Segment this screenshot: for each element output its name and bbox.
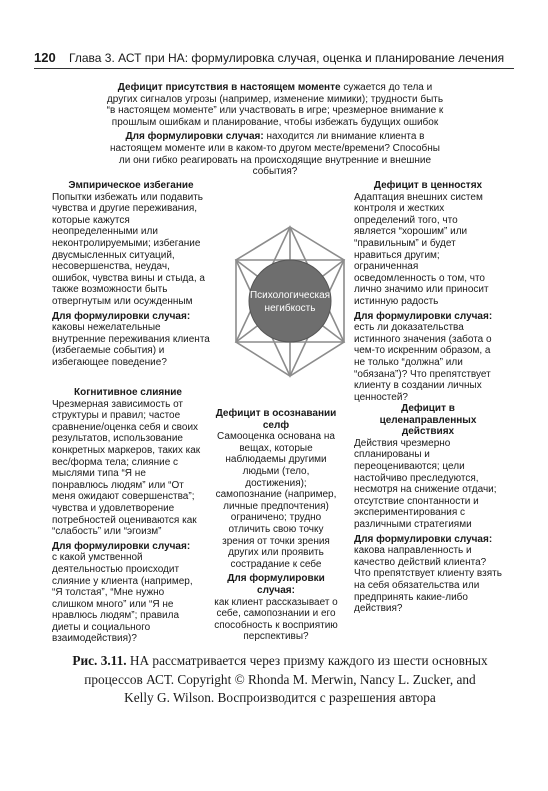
self-awareness-case-label: Для формулировки случая: bbox=[227, 573, 325, 596]
header-rule bbox=[34, 68, 514, 69]
values-case-label: Для формулировки случая: bbox=[354, 310, 493, 322]
committed-action-block bbox=[354, 403, 502, 615]
figure-caption-label: Рис. 3.11. bbox=[72, 653, 127, 668]
present-moment-case bbox=[104, 131, 446, 177]
experiential-avoidance-body: Попытки избежать или подавить чувства и другие переживания, которые кажутся неопределенными или неконтролируемыми; избегание двусмысленных ситуаций, несовершенства, неудач, ошибок, чувства вины и стыда, а также возможности быть отвергнутым или осужденным bbox=[52, 191, 205, 307]
present-moment-case-label: Для формулировки случая: bbox=[125, 131, 264, 143]
experiential-avoidance-case-text: каковы нежелательные внутренние переживания клиента (избегаемые события) и избегающее поведение? bbox=[52, 322, 210, 368]
committed-action-case-label: Для формулировки случая: bbox=[354, 533, 493, 545]
values-block bbox=[354, 180, 502, 403]
present-moment-block bbox=[104, 82, 446, 178]
center-circle bbox=[249, 260, 331, 342]
hexaflex-diagram bbox=[228, 222, 352, 382]
committed-action-case-text: какова направленность и качество действий клиента? Что препятствует клиенту взять на себя обязательства или предпринять какие-либо действия? bbox=[354, 545, 502, 615]
cognitive-fusion-body: Чрезмерная зависимость от структуры и правил; частое сравнение/оценка себя и своих результатов, использование конкретных маркеров, таких как вес/форма тела; слияние с мыслями типа “Я не понравлюсь людям” или “От меня ожидают совершенства”; чувства и удовлетворение потребностей оцениваются как “слабость” или “эгоизм” bbox=[52, 398, 201, 538]
values-title: Дефицит в ценностях bbox=[373, 180, 483, 191]
figure-caption bbox=[70, 652, 490, 708]
page-number: 120 bbox=[34, 50, 56, 65]
committed-action-body: Действия чрезмерно спланированы и переоцениваются; цели настойчиво преследуются, несмотря на снижение отдачи; отсутствие спонтанности и экспериментирования с различными стратегиями bbox=[354, 437, 497, 530]
running-header bbox=[34, 50, 514, 65]
cognitive-fusion-block bbox=[52, 387, 204, 645]
self-awareness-case-text: как клиент рассказывает о себе, самопознании и его способность к восприятию перспективы? bbox=[214, 596, 338, 643]
center-label-line2: негибкость bbox=[264, 303, 316, 314]
figure-caption-text: НА рассматривается через призму каждого из шести основных процессов АСТ. Copyright © Rhonda M. Merwin, Nancy L. Zucker, and Kelly G. Wilson. Воспроизводится с разрешения автора bbox=[84, 653, 488, 705]
present-moment-description bbox=[104, 82, 446, 128]
experiential-avoidance-title: Эмпирическое избегание bbox=[68, 180, 194, 191]
committed-action-title: Дефицит в целенаправленных действиях bbox=[379, 403, 477, 438]
running-title: Глава 3. АСТ при НА: формулировка случая, оценка и планирование лечения bbox=[69, 51, 505, 65]
self-awareness-body: Самооценка основана на вещах, которые наблюдаемы другими людьми (тело, достижения); самопознание (например, личные предпочтения) ограничено; трудно отличить свою точку зрения от точки зрения других или проявить сострадание к себе bbox=[215, 431, 337, 570]
present-moment-case-text: находится ли внимание клиента в настоящем моменте или в каком-то другом месте/времени? Способны ли они гибко реагировать на происходящие внутренние и внешние события? bbox=[110, 131, 440, 178]
self-awareness-title: Дефицит в осознавании селф bbox=[215, 408, 337, 431]
values-body: Адаптация внешних систем контроля и жестких определений того, что является “хорошим” или “правильным” и будет нравиться другим; ограниченная осведомленность о том, что лично значимо или приносит истинную радость bbox=[354, 191, 489, 307]
present-moment-title: Дефицит присутствия в настоящем моменте bbox=[117, 82, 341, 93]
experiential-avoidance-case-label: Для формулировки случая: bbox=[52, 310, 191, 322]
cognitive-fusion-case-label: Для формулировки случая: bbox=[52, 540, 191, 552]
cognitive-fusion-case-text: с какой умственной деятельностью происходит слияние у клиента (например, “Я толстая”, “Мне нужно слишком много” или “Я не нравлюсь людям”; правила диеты и социального взаимодействия)? bbox=[52, 552, 193, 645]
values-case-text: есть ли доказательства истинного значения (забота о чем-то искренним образом, а не только “должна” или “обязана”)? Что препятствует клиенту в создании личных ценностей? bbox=[354, 322, 492, 403]
experiential-avoidance-block bbox=[52, 180, 210, 369]
self-awareness-block bbox=[212, 408, 340, 643]
center-label-line1: Психологическая bbox=[249, 290, 331, 301]
present-moment-text: сужается до тела и других сигналов угрозы (например, изменение мимики); трудности быть “в настоящем моменте” или участвовать в игре; чрезмерное внимание к прошлым ошибкам и планирование, чтобы избежать будущих ошибок bbox=[106, 82, 444, 128]
cognitive-fusion-title: Когнитивное слияние bbox=[74, 387, 182, 398]
